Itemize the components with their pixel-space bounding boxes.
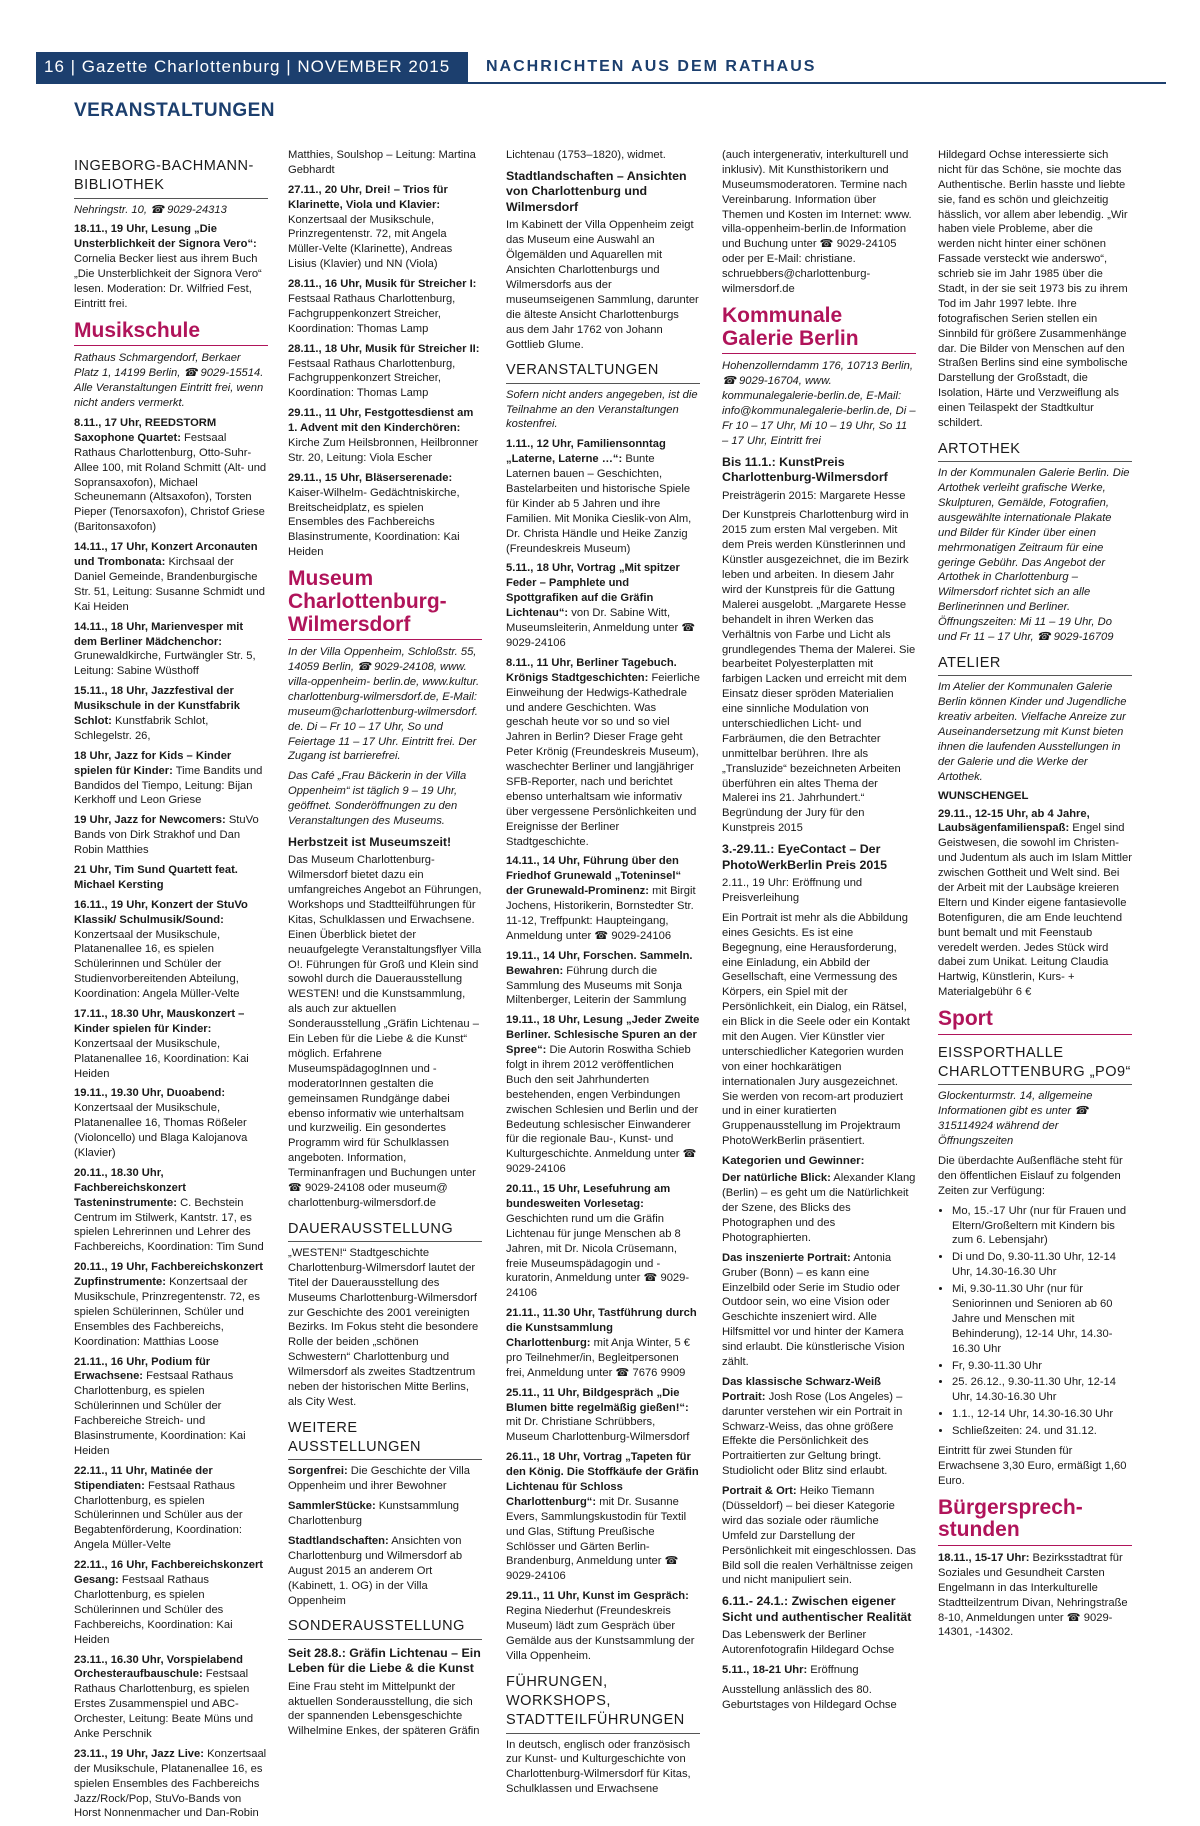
event-description: Konzertsaal der Musikschule, Platanenallee 16, es spielen Ensembles des Fachbereichs Jazz/Rock/Pop, StuVo-Bands von Horst Nonnenmacher und Dan-Robin (74, 1747, 267, 1820)
event-date-title: 27.11., 20 Uhr, Drei! – Trios für Klarinette, Viola und Klavier: (288, 183, 448, 211)
category-heading: Kategorien und Gewinner: (722, 1155, 865, 1168)
header-divider (36, 82, 1166, 84)
event-entry (74, 620, 268, 680)
event-entry (288, 853, 482, 1210)
venue-info: Nehringstr. 10, ☎ 9029-24313 (74, 203, 227, 216)
venue-info: Sofern nicht anders angegeben, ist die Teilnahme an den Veranstaltungen kostenfrei. (506, 388, 698, 431)
event-entry (938, 1551, 1132, 1640)
event-entry (722, 489, 916, 504)
event-entry (722, 508, 916, 836)
event-description: Der Kunstpreis Charlottenburg wird in 2015 zum ersten Mal vergeben. Mit dem Preis werden Künstlerinnen und Künstler ausgezeichnet, die im Bezirk leben und arbeiten. In diesem Jahr wird der Kunstpreis für die Gattung Malerei ausgelobt. „Margarete Hesse behandelt in ihren Werken das Verhältnis von Farbe und Licht als grundlegendes Thema der Malerei. Sie bearbeitet Polyesterplatten mit farbigen Lacken und erreicht mit dem Einsatz dieser spröden Materialien eine sinnliche Modulation von unterschiedlichen Licht- und Farbräumen, die den Betrachter unmittelbar berühren. Ihre als „Transluzide“ bezeichneten Arbeiten überführen ein altes Thema der Malerei ins 21. Jahrhundert.“ Begründung der Jury für den Kunstpreis 2015 (722, 509, 916, 835)
event-date-title: 19 Uhr, Jazz for Newcomers: (74, 814, 226, 827)
event-heading: Stadtlandschaften – Ansichten von Charlottenburg und Wilmersdorf (506, 168, 687, 214)
event-date-title: 28.11., 18 Uhr, Musik für Streicher II: (288, 342, 480, 355)
venue-info: In der Kommunalen Galerie Berlin. Die Artothek verleiht grafische Werke, Skulpturen, Gemälde, Fotografien, ausgewählte internationale Plakate und Bilder für Kinder über einen mehrmonatigen Zeitraum für eine geringe Gebühr. Das Angebot der Artothek in Charlottenburg – Wilmersdorf richtet sich an alle Berlinerinnen und Berliner. Öffnungszeiten: Mi 11 – 19 Uhr, Do und Fr 11 – 17 Uhr, ☎ 9029-16709 (938, 467, 1130, 643)
event-description: Kirche Zum Heilsbronnen, Heilbronner Str. 20, Leitung: Viola Escher (288, 437, 479, 464)
event-date-title: 23.11., 19 Uhr, Jazz Live: (74, 1747, 204, 1760)
event-entry (938, 1444, 1132, 1489)
event-date-title: 28.11., 16 Uhr, Musik für Streicher I: (288, 278, 477, 291)
column-3 (506, 148, 700, 1802)
event-description: Das Museum Charlottenburg-Wilmersdorf bietet dazu ein umfangreiches Angebot an Führungen, Workshops und Stadtteilführungen für Kitas, Schulklassen und Erwachsene. Einen Überblick bietet der neuaufgelegte Veranstaltungsflyer Villa O!. Führungen für Groß und Klein sind sowohl durch die Dauerausstellung WESTEN! und die Kunstsammlung, als auch zur aktuellen Sonderausstellung „Gräfin Lichtenau – Ein Leben für die Liebe & die Kunst“ möglich. Erfahrene MuseumspädagogInnen und -moderatorInnen gestalten die gemeinsamen Rundgänge dabei ebenso informativ wie unterhaltsam und kurzweilig. Ein gesondertes Programm wird für Schulklassen angeboten. Information, Terminanfragen und Buchungen unter ☎ 9029-24108 oder museum@ charlottenburg-wilmersdorf.de (288, 854, 482, 1209)
event-description: C. Bechstein Centrum im Stilwerk, Kantstr. 17, es spielen Lehrerinnen und Lehrer des Fachbereichs, Koordination: Tim Sund (74, 1196, 264, 1254)
event-entry (74, 1007, 268, 1081)
event-date-title: 19.11., 18 Uhr, Lesung „Jeder Zweite Berliner. Schlesische Spuren an der Spree“: (506, 1014, 700, 1057)
event-date-title: 20.11., 19 Uhr, Fachbereichskonzert Zupfinstrumente: (74, 1261, 264, 1289)
event-entry (506, 148, 700, 163)
event-entry (722, 911, 916, 1149)
event-description: Kirchsaal der Daniel Gemeinde, Brandenburgische Str. 51, Leitung: Susanne Schmidt und Kai Heiden (74, 556, 265, 613)
event-entry (288, 277, 482, 337)
event-description: Das Lebenswerk der Berliner Autorenfotografin Hildegard Ochse (722, 1629, 895, 1657)
event-date-title: 23.11., 16.30 Uhr, Vorspielabend Orchesteraufbauschule: (74, 1653, 243, 1681)
event-entry (506, 437, 700, 556)
subsection-heading: SONDERAUSSTELLUNG (288, 1617, 482, 1639)
list-item: • 25. 26.12., 9.30-11.30 Uhr, 12-14 Uhr, 14.30-16.30 Uhr (952, 1375, 1132, 1405)
list-item: • Schließzeiten: 24. und 31.12. (952, 1424, 1132, 1439)
event-entry (506, 1182, 700, 1301)
event-description: Festsaal Rathaus Charlottenburg, es spielen Schülerinnen und Schüler der Fachbereiche Streich- und Blasinstrumente, Koordination: Kai Heiden (74, 1370, 246, 1457)
event-description: Engel sind Geistwesen, die sowohl im Christen- und Judentum als auch im Islam Mittler zwischen Gottheit und Welt sind. Bei der Arbeit mit der Laubsäge kreieren Eltern und Kinder eigene fantasievolle Botenfiguren, die am Ende leuchtend bunt bemalt und mit Feenstaub veredelt werden. Jedes Stück wird dabei zum Unikat. Leitung Claudia Hartwig, Künstlerin, Kurs- + Materialgebühr 6 € (938, 822, 1132, 999)
event-description: Ein Portrait ist mehr als die Abbildung eines Gesichts. Es ist eine Begegnung, eine Herausforderung, eine Einladung, ein Abbild der Gesellschaft, eine Vermessung des Körpers, ein Spiel mit der Persönlichkeit, ein Dialog, ein Rätsel, ein Blick in die Seele oder ein Kontakt mit den Augen. Vier Künstler vier unterschiedlicher Kategorien wurden von einer hochkarätigen internationalen Jury ausgezeichnet. Sie werden von recom-art produziert und in einer kuratierten Gruppenausstellung im Projektraum PhotoWerkBerlin präsentiert. (722, 911, 910, 1148)
event-description: mit Birgit Jochens, Historikerin, Bornstedter Str. 11-12, Treffpunkt: Haupteingang, Anmeldung unter ☎ 9029-24106 (506, 885, 696, 942)
event-date-title: 5.11., 18-21 Uhr: (722, 1664, 808, 1677)
event-date-title: Der natürliche Blick: (722, 1172, 831, 1185)
event-description: (auch intergenerativ, interkulturell und inklusiv). Mit Kunsthistorikern und Museumsmoderatoren. Termine nach Vereinbarung. Information über Themen und Kosten im Internet: www. villa-oppenheim-berlin.de Information und Buchung unter ☎ 9029-24105 oder per E-Mail: christiane. schruebbers@charlottenburg-wilmersdorf.de (722, 149, 912, 296)
subsection-heading: ATELIER (938, 654, 1132, 676)
event-entry (938, 148, 1132, 431)
event-entry (506, 854, 700, 943)
section-heading: Bürgersprech-stunden (938, 1497, 1132, 1546)
event-description: Die Autorin Roswitha Schieb folgt in ihrem 2012 veröffentlichen Buch den seit Jahrhunderten bestehenden, engen Verbindungen zwischen Schlesien und Berlin und der Bedeutung schlesischer Einwanderer für die regionale Bau-, Kunst- und Kulturgeschichte. Anmeldung unter ☎ 9029-24106 (506, 1044, 699, 1176)
event-date-title: 22.11., 16 Uhr, Fachbereichskonzert Gesang: (74, 1559, 264, 1587)
section-rubric: NACHRICHTEN AUS DEM RATHAUS (486, 58, 817, 75)
event-date-title: 21.11., 11.30 Uhr, Tastführung durch die Kunstsammlung Charlottenburg: (506, 1307, 697, 1350)
event-entry (722, 1683, 916, 1713)
venue-info: Rathaus Schmargendorf, Berkaer Platz 1, 14199 Berlin, ☎ 9029-15514. Alle Veranstaltungen Eintritt frei, wenn nicht anders vermerkt. (74, 352, 264, 410)
event-date-title: 29.11., 11 Uhr, Kunst im Gespräch: (506, 1590, 689, 1603)
subsection-heading: DAUERAUSSTELLUNG (288, 1220, 482, 1242)
event-date-title: Sorgenfrei: (288, 1465, 348, 1478)
event-entry (506, 561, 700, 650)
venue-info: Im Atelier der Kommunalen Galerie Berlin können Kinder und Jugendliche kreativ arbeiten. Vielfache Anreize zur Auseinandersetzung mit Kunst bieten ihnen die laufenden Ausstellungen in der Galerie und die Werke der Artothek. (938, 681, 1127, 783)
event-description: „WESTEN!“ Stadtgeschichte Charlottenburg-Wilmersdorf lautet der Titel der Dauerausstellung des Museums Charlottenburg-Wilmersdorf zur Geschichte des 2001 vereinigten Bezirks. Im Fokus steht die besondere Rolle der beiden „schönen Schwestern“ Charlottenburg und Wilmersdorf als zweites Stadtzentrum neben der historischen Mitte Berlins, als City West. (288, 1247, 479, 1408)
event-description: Festsaal Rathaus Charlottenburg, es spielen Schülerinnen und Schüler aus der Begabtenförderung, Koordination: Angela Müller-Velte (74, 1479, 243, 1552)
event-entry (722, 148, 916, 297)
event-description: Führung durch die Sammlung des Museums mit Sonja Miltenberger, Leiterin der Sammlung (506, 964, 687, 1007)
event-description: Eine Frau steht im Mittelpunkt der aktuellen Sonderausstellung, die sich der spannenden Lebensgeschichte Wilhelmine Enkes, der späteren Gräfin (288, 1680, 480, 1738)
event-description: Festsaal Rathaus Charlottenburg, Fachgruppenkonzert Streicher, Koordination: Thomas Lamp (288, 357, 456, 400)
event-description: Cornelia Becker liest aus ihrem Buch „Die Unsterblichkeit der Signora Vero“ lesen. Moderation: Dr. Wilfried Fest, Eintritt frei. (74, 253, 262, 310)
subsection-heading: WEITERE AUSSTELLUNGEN (288, 1419, 482, 1461)
event-entry (74, 863, 268, 893)
event-heading: 3.-29.11.: EyeContact – Der PhotoWerkBerlin Preis 2015 (722, 842, 888, 872)
event-date-title: 26.11., 18 Uhr, Vortrag „Tapeten für den König. Die Stoffkäufe der Gräfin Lichtenau für Schloss Charlottenburg“: (506, 1451, 699, 1508)
event-description: Heiko Tiemann (Düsseldorf) – bei dieser Kategorie wird das soziale oder räumliche Umfeld zur Darstellung der Persönlichkeit mit eingeschlossen. Das Bild soll die realen Verhältnisse zeigen und nicht manipuliert sein. (722, 1485, 917, 1587)
event-entry (938, 807, 1132, 1001)
event-description: Bezirksstadtrat für Soziales und Gesundheit Carsten Engelmann in das Interkulturelle Stadtteilzentrum Divan, Nehringstraße 8-10, Anmeldungen unter ☎ 9029-14301, -14302. (938, 1551, 1128, 1639)
event-date-title: 14.11., 18 Uhr, Marienvesper mit dem Berliner Mädchenchor: (74, 620, 244, 648)
event-description: Konzertsaal der Musikschule, Prinzregentenstr. 72, mit Angela Müller-Velte (Klarinette), Andreas Lisius (Klavier) und NN (Viola) (288, 213, 453, 271)
section-heading: Kommunale Galerie Berlin (722, 305, 916, 354)
event-date-title: 16.11., 19 Uhr, Konzert der StuVo Klassik/ Schulmusik/Sound: (74, 898, 248, 926)
list-item: • Mo, 15.-17 Uhr (nur für Frauen und Eltern/Großeltern mit Kindern bis zum 6. Lebensjahr) (952, 1204, 1132, 1249)
event-entry (74, 813, 268, 858)
event-description: Matthies, Soulshop – Leitung: Martina Gebhardt (288, 149, 476, 176)
event-entry (506, 656, 700, 850)
event-date-title: Stadtlandschaften: (288, 1534, 389, 1547)
event-entry (74, 540, 268, 614)
event-entry (74, 1166, 268, 1255)
event-heading: Bis 11.1.: KunstPreis Charlottenburg-Wilmersdorf (722, 454, 888, 485)
event-date-title: 29.11., 12-15 Uhr, ab 4 Jahre, Laubsägenfamilienspaß: (938, 807, 1090, 835)
event-description: Konzertsaal der Musikschule, Platanenallee 16, Koordination: Kai Heiden (74, 1037, 249, 1080)
event-description: Eröffnung (807, 1664, 859, 1677)
event-description: Antonia Gruber (Bonn) – es kann eine Einzelbild oder Serie im Studio oder Outdoor sein, wo eine Vision oder Geschichte inszeniert wird. Alle Hilfsmittel vor und hinter der Kamera sind erlaubt. Die künstlerische Vision zählt. (722, 1251, 905, 1368)
section-heading: Sport (938, 1008, 1132, 1035)
event-entry (288, 1499, 482, 1529)
event-description: Festsaal Rathaus Charlottenburg, es spielen Erstes Zusammenspiel und ABC-Orchester, Leitung: Beate Müns und Anke Perschnik (74, 1668, 254, 1740)
event-date-title: 1.11., 12 Uhr, Familiensonntag „Laterne, Laterne …“: (506, 438, 666, 466)
event-date-title: 29.11., 11 Uhr, Festgottesdienst am 1. Advent mit den Kinderchören: (288, 407, 474, 435)
event-entry (74, 898, 268, 1002)
event-entry (74, 1653, 268, 1742)
event-entry (288, 148, 482, 178)
event-description: Time Bandits und Bandidos del Tiempo, Leitung: Bijan Kerkhoff und Leon Griese (74, 764, 263, 807)
subsection-heading: VERANSTALTUNGEN (506, 361, 700, 383)
event-description: Die Geschichte der Villa Oppenheim und ihrer Bewohner (288, 1465, 470, 1493)
event-description: Konzertsaal der Musikschule, Platanenallee 16, Thomas Rößeler (Violoncello) und Blaga Kalojanova (Klavier) (74, 1102, 248, 1159)
venue-info: Das Café „Frau Bäckerin in der Villa Oppenheim“ ist täglich 9 – 19 Uhr, geöffnet. Sonderöffnungen zu den Veranstaltungen des Museums. (288, 770, 467, 827)
event-entry (288, 1464, 482, 1494)
event-date-title: 19.11., 19.30 Uhr, Duoabend: (74, 1087, 226, 1100)
event-description: Geschichten rund um die Gräfin Lichtenau für junge Menschen ab 8 Jahren, mit Dr. Nicola Crüsemann, freie Museumspädagogin und -kuratorin, Anmeldung unter ☎ 9029-24106 (506, 1212, 690, 1300)
event-description: Feierliche Einweihung der Hedwigs-Kathedrale und andere Geschichten. Was geschah heute vor so und so viel Jahren in Berlin? Dieser Frage geht Peter Krönig (Freundeskreis Museum), waschechter Berliner und langjähriger SFB-Reporter, nach und berichtet ebenso unterhaltsam wie informativ über vergessene Persönlichkeiten und Ereignisse der Berliner Stadtgeschichte. (506, 671, 700, 848)
event-date-title: 8.11., 11 Uhr, Berliner Tagebuch. Krönigs Stadtgeschichten: (506, 656, 677, 684)
event-date-title: 29.11., 15 Uhr, Bläserserenade: (288, 471, 453, 484)
event-entry (288, 406, 482, 466)
section-heading: Musikschule (74, 320, 268, 347)
page-number-and-issue: 16 | Gazette Charlottenburg | NOVEMBER 2015 (36, 52, 468, 82)
event-entry (288, 1534, 482, 1608)
event-date-title: 19.11., 14 Uhr, Forschen. Sammeln. Bewahren: (506, 949, 693, 977)
event-description: mit Dr. Christiane Schrübbers, Museum Charlottenburg-Wilmersdorf (506, 1416, 690, 1444)
event-date-title: 17.11., 18.30 Uhr, Mauskonzert – Kinder spielen für Kinder: (74, 1007, 245, 1035)
event-date-title: 18.11., 15-17 Uhr: (938, 1551, 1030, 1564)
event-entry (288, 183, 482, 272)
event-description: Festsaal Rathaus Charlottenburg, es spielen Schülerinnen und Schüler des Fachbereichs, Koordination: Kai Heiden (74, 1574, 233, 1646)
opening-hours-list (938, 1204, 1132, 1439)
list-item: • 1.1., 12-14 Uhr, 14.30-16.30 Uhr (952, 1407, 1132, 1422)
event-description: 2.11., 19 Uhr: Eröffnung und Preisverleihung (722, 877, 863, 904)
event-heading: Herbstzeit ist Museumszeit! (288, 834, 452, 849)
event-entry (74, 1086, 268, 1160)
event-date-title: 14.11., 17 Uhr, Konzert Arconauten und Trombonata: (74, 541, 258, 569)
event-description: Alexander Klang (Berlin) – es geht um die Natürlichkeit der Szene, des Blicks des Photographen und des Photographierten. (722, 1172, 916, 1244)
event-description: Lichtenau (1753–1820), widmet. (506, 149, 666, 161)
column-2 (288, 148, 482, 1744)
event-entry (74, 222, 268, 311)
event-description: mit Dr. Susanne Evers, Sammlungskustodin für Textil und Glas, Stiftung Preußische Schlösser und Gärten Berlin-Brandenburg, Anmeldung unter ☎ 9029-24106 (506, 1495, 687, 1583)
list-item: • Mi, 9.30-11.30 Uhr (nur für Seniorinnen und Senioren ab 60 Jahre und Menschen mit Behinderung), 12-14 Uhr, 14.30-16.30 Uhr (952, 1282, 1132, 1356)
event-entry (506, 218, 700, 352)
event-entry (722, 1484, 916, 1588)
event-entry (722, 1251, 916, 1370)
list-item: • Fr, 9.30-11.30 Uhr (952, 1359, 1132, 1374)
event-entry (722, 1663, 916, 1678)
event-entry (74, 416, 268, 535)
event-description: In deutsch, englisch oder französisch zur Kunst- und Kulturgeschichte von Charlottenburg-Wilmersdorf für Kitas, Schulklassen und Erwachsene (506, 1738, 691, 1796)
event-description: Konzertsaal der Musikschule, Prinzregentenstr. 72, es spielen Schülerinnen, Schüler und Ensembles des Fachbereichs, Koordination: Matthias Loose (74, 1276, 260, 1348)
event-date-title: 18.11., 19 Uhr, Lesung „Die Unsterblichkeit der Signora Vero“: (74, 223, 257, 251)
section-heading: Museum Charlottenburg-Wilmersdorf (288, 568, 482, 640)
venue-info: Hohenzollerndamm 176, 10713 Berlin, ☎ 9029-16704, www. kommunalegalerie-berlin.de, E-Mail: info@kommunalegalerie-berlin.de, Di – Fr 10 – 17 Uhr, Mi 10 – 19 Uhr, So 11 – 17 Uhr, Eintritt frei (722, 360, 916, 447)
event-description: Im Kabinett der Villa Oppenheim zeigt das Museum eine Auswahl an Ölgemälden und Aquarellen mit Ansichten Charlottenburgs und Wilmersdorfs aus der museumseigenen Sammlung, darunter die älteste Ansicht Charlottenburgs aus dem Jahr 1762 von Johann Gottlieb Glume. (506, 219, 699, 351)
event-date-title: Portrait & Ort: (722, 1485, 797, 1498)
event-date-title: 15.11., 18 Uhr, Jazzfestival der Musikschule in der Kunstfabrik Schlot: (74, 685, 240, 727)
event-description: Grunewaldkirche, Furtwängler Str. 5, Leitung: Sabine Wüsthoff (74, 650, 256, 678)
event-date-title: Das klassische Schwarz-Weiß Portrait: (722, 1375, 881, 1403)
event-description: mit Anja Winter, 5 € pro Teilnehmer/in, Begleitpersonen frei, Anmeldung unter ☎ 7676 9909 (506, 1337, 691, 1379)
column-4 (722, 148, 916, 1718)
subsection-heading: ARTOTHEK (938, 440, 1132, 462)
event-entry (506, 1386, 700, 1446)
event-description: Konzertsaal der Musikschule, Platanenallee 16, es spielen Schülerinnen und Schüler der Studienvorbereitenden Abteilung, Koordination: Angela Müller-Velte (74, 928, 240, 1001)
event-heading: Seit 28.8.: Gräfin Lichtenau – Ein Leben für die Liebe & die Kunst (288, 1645, 481, 1676)
event-entry (722, 1171, 916, 1245)
event-entry (938, 1154, 1132, 1199)
event-entry (506, 1013, 700, 1177)
event-date-title: 25.11., 11 Uhr, Bildgespräch „Die Blumen bitte regelmäßig gießen!“: (506, 1386, 689, 1414)
event-description: Hildegard Ochse interessierte sich nicht für das Schöne, sie mochte das Authentische. Berlin hasste und liebte sie, fand es schön und gleichzeitig hässlich, vor allem aber lebendig. „Wir haben viele Probleme, aber die werden nicht hinter einer schönen Fassade versteckt wie anderswo“, schrieb sie im Jahr 1985 über die Stadt, in der sie seit 1973 bis zu ihrem Tod im Jahr 1997 lebte. Ihre fotografischen Serien stellen ein Sinnbild für größere Zusammenhänge dar. Die Bilder von Menschen auf den Straßen Berlins sind eine symbolische Darstellung der Großstadt, die Isolation, Härte und Verzweiflung als einen Teilaspekt der Stadtkultur schildert. (938, 149, 1128, 430)
event-entry (722, 1375, 916, 1479)
event-entry (74, 1260, 268, 1349)
event-date-title: 22.11., 11 Uhr, Matinée der Stipendiaten: (74, 1464, 213, 1492)
event-description: Kunstsammlung Charlottenburg (288, 1500, 460, 1528)
event-entry (74, 684, 268, 744)
event-entry (74, 1355, 268, 1459)
event-entry (288, 471, 482, 560)
event-description: StuVo Bands von Dirk Strakhof und Dan Robin Matthies (74, 814, 259, 857)
list-item: • Di und Do, 9.30-11.30 Uhr, 12-14 Uhr, 14.30-16.30 Uhr (952, 1250, 1132, 1280)
event-description: Josh Rose (Los Angeles) – darunter verstehen wir ein Portrait in Schwarz-Weiss, das ohne größere Effekte die Persönlichkeit des Portraitierten zur Geltung bringt. Studiolicht oder Blitz sind erlaubt. (722, 1390, 903, 1478)
event-date-title: 18 Uhr, Jazz for Kids – Kinder spielen für Kinder: (74, 749, 232, 777)
event-date-title: 14.11., 14 Uhr, Führung über den Friedhof Grunewald „Toteninsel“ der Grunewald-Prominenz: (506, 855, 682, 898)
event-entry (722, 876, 916, 906)
event-description: Regina Niederhut (Freundeskreis Museum) lädt zum Gespräch über Gemälde aus der Kunstsammlung der Villa Oppenheim. (506, 1605, 695, 1662)
event-entry (74, 1747, 268, 1821)
event-description: Festsaal Rathaus Charlottenburg, Fachgruppenkonzert Streicher, Koordination: Thomas Lamp (288, 293, 456, 335)
section-title: VERANSTALTUNGEN (74, 100, 276, 121)
event-entry (288, 342, 482, 402)
event-description: Festsaal Rathaus Charlottenburg, Otto-Suhr-Allee 100, mit Roland Schmitt (Alt- und Sopransaxofon), Michael Scheunemann (Altsaxofon), Torsten Pieper (Tenorsaxofon), Christof Griese (Baritonsaxofon) (74, 431, 267, 534)
event-entry (722, 1628, 916, 1658)
event-entry (506, 1450, 700, 1584)
event-entry (506, 949, 700, 1009)
event-date-title: 20.11., 18.30 Uhr, Fachbereichskonzert Tasteninstrumente: (74, 1166, 186, 1209)
event-description: Ausstellung anlässlich des 80. Geburtstages von Hildegard Ochse (722, 1683, 897, 1711)
event-date-title: Das inszenierte Portrait: (722, 1251, 851, 1264)
category-heading: WUNSCHENGEL (938, 790, 1029, 803)
event-description: Eintritt für zwei Stunden für Erwachsene 3,30 Euro, ermäßigt 1,60 Euro. (938, 1444, 1127, 1487)
event-entry (74, 1464, 268, 1553)
subsection-heading: EISSPORTHALLE CHARLOTTENBURG „PO9“ (938, 1044, 1132, 1086)
event-description: Bunte Laternen bauen – Geschichten, Bastelarbeiten und historische Spiele für Kinder ab 5 Jahren und ihre Familien. Mit Monika Cieslik-von Alm, Dr. Christa Händle und Heike Zanzig (Freundeskreis Museum) (506, 453, 692, 555)
event-entry (506, 1738, 700, 1798)
event-date-title: 21 Uhr, Tim Sund Quartett feat. Michael Kersting (74, 863, 238, 891)
column-5 (938, 148, 1132, 1645)
column-1 (74, 148, 268, 1826)
event-entry (288, 1680, 482, 1740)
event-entry (74, 749, 268, 809)
event-description: Kaiser-Wilhelm- Gedächtniskirche, Breitscheidplatz, es spielen Ensembles des Fachbereichs Blasinstrumente, Koordination: Kai Heiden (288, 486, 460, 559)
event-date-title: 20.11., 15 Uhr, Lesefuhrung am bundesweiten Vorlesetag: (506, 1183, 671, 1210)
event-entry (506, 1306, 700, 1380)
event-description: von Dr. Sabine Witt, Museumsleiterin, Anmeldung unter ☎ 9029-24106 (506, 607, 696, 649)
venue-info: In der Villa Oppenheim, Schloßstr. 55, 14059 Berlin, ☎ 9029-24108, www. villa-oppenheim- berlin.de, www.kultur. charlottenburg-wilmersdorf.de, E-Mail: museum@charlottenburg-wilmersdorf. de. Di – Fr 10 – 17 Uhr, So und Feiertage 11 – 17 Uhr. Eintritt frei. Der Zugang ist barrierefrei. (288, 646, 480, 763)
event-entry (288, 1246, 482, 1410)
event-entry (506, 1589, 700, 1663)
event-entry (74, 1558, 268, 1647)
event-description: Preisträgerin 2015: Margarete Hesse (722, 489, 906, 502)
event-date-title: 8.11., 17 Uhr, REEDSTORM Saxophone Quartet: (74, 417, 217, 444)
subsection-heading: FÜHRUNGEN, WORKSHOPS, STADTTEILFÜHRUNGEN (506, 1673, 700, 1734)
event-description: Kunstfabrik Schlot, Schlegelstr. 26, (74, 714, 209, 742)
event-date-title: 21.11., 16 Uhr, Podium für Erwachsene: (74, 1355, 211, 1383)
event-description: Die überdachte Außenfläche steht für den öffentlichen Eislauf zu folgenden Zeiten zur Verfügung: (938, 1154, 1123, 1197)
event-date-title: 5.11., 18 Uhr, Vortrag „Mit spitzer Feder – Pamphlete und Spottgrafiken auf die Gräfin Lichtenau“: (506, 562, 680, 620)
page-header (0, 0, 1200, 82)
event-description: Ansichten von Charlottenburg und Wilmersdorf ab August 2015 an anderem Ort (Kabinett, 1. OG) in der Villa Oppenheim (288, 1534, 463, 1607)
event-date-title: SammlerStücke: (288, 1500, 376, 1513)
event-heading: 6.11.- 24.1.: Zwischen eigener Sicht und authentischer Realität (722, 1594, 912, 1624)
venue-info: Glockenturmstr. 14, allgemeine Informationen gibt es unter ☎ 315114924 während der Öffnungszeiten (938, 1090, 1093, 1148)
subsection-heading: INGEBORG-BACHMANN-BIBLIOTHEK (74, 157, 268, 199)
